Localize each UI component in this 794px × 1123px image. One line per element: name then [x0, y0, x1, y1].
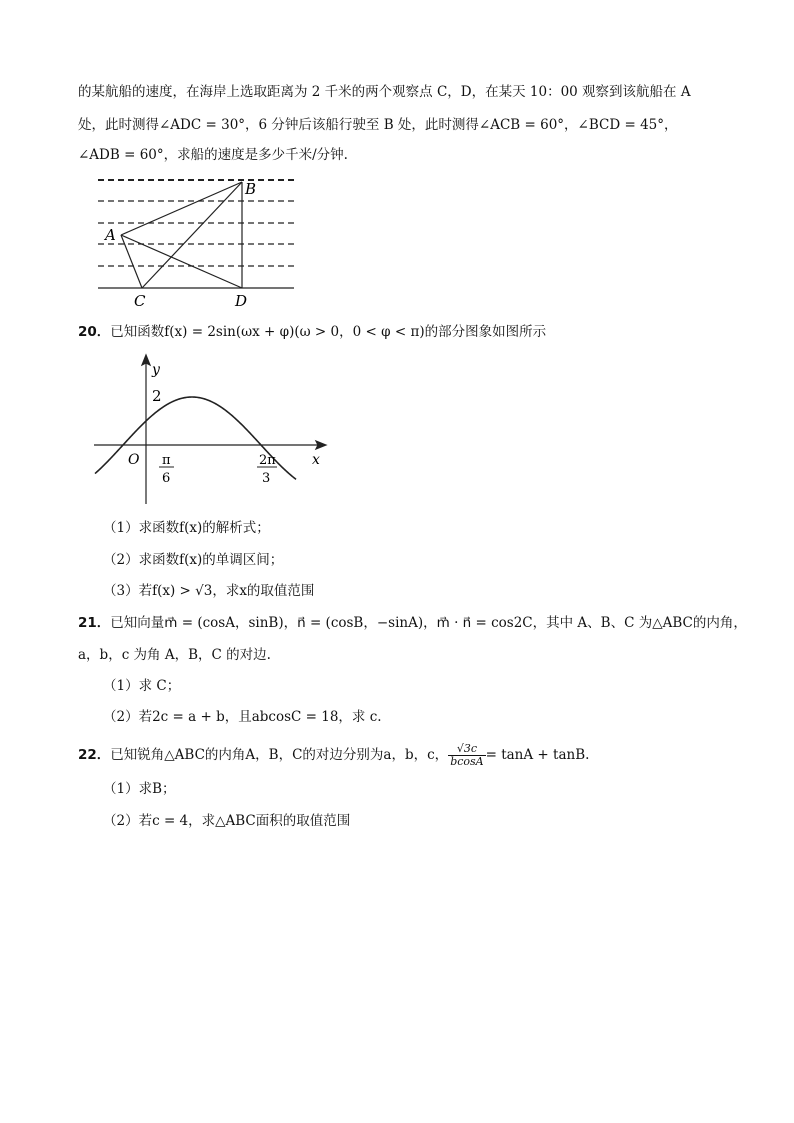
p19-figure-svg	[96, 170, 296, 310]
p22-stem	[78, 742, 589, 768]
label-D: D	[235, 292, 248, 310]
label-C: C	[134, 292, 146, 310]
p20-graph	[90, 352, 330, 512]
label-A: A	[105, 226, 116, 244]
origin-label: O	[128, 452, 140, 468]
x-label: x	[312, 452, 320, 468]
p22-fraction	[448, 743, 485, 768]
label-B: B	[245, 180, 257, 198]
p20-graph-svg	[90, 352, 330, 512]
p19-line3: ∠ADB = 60°，求船的速度是多少千米/分钟.	[78, 147, 348, 163]
p20-part2: （2）求函数f(x)的单调区间；	[103, 552, 284, 568]
tick2-denominator: 3	[262, 471, 271, 486]
p21-part2: （2）若2c = a + b，且abcosC = 18，求 c.	[103, 709, 382, 725]
p21-stem	[78, 613, 747, 633]
p20-part1: （1）求函数f(x)的解析式；	[103, 520, 270, 536]
p21-part1: （1）求 C；	[103, 678, 181, 694]
p22-fraction-denominator: bcosA	[450, 755, 484, 768]
p19-figure	[96, 170, 296, 310]
tick1-numerator: π	[162, 453, 171, 468]
p22-part2: （2）若c = 4，求△ABC面积的取值范围	[103, 813, 351, 829]
amplitude-label: 2	[152, 387, 162, 405]
p22-stem-pre: 已知锐角△ABC的内角A，B，C的对边分别为a，b，c，	[110, 747, 449, 763]
p21-stem-text: 已知向量m⃗ = (cosA，sinB)，n⃗ = (cosB，−sinA)，m⃗ · n⃗ = cos2C，其中 A、B、C 为△ABC的内角，	[110, 615, 747, 631]
p20-number: 20．	[78, 324, 111, 340]
tick1-denominator: 6	[162, 471, 171, 486]
p19-line1: 的某航船的速度，在海岸上选取距离为 2 千米的两个观察点 C，D，在某天 10：00 观察到该航船在 A	[78, 84, 691, 100]
p22-part1: （1）求B；	[103, 781, 176, 797]
p21-number: 21．	[78, 615, 111, 631]
p20-part3: （3）若f(x) > √3，求x的取值范围	[103, 583, 315, 599]
y-axis-arrow	[142, 355, 150, 365]
p22-stem-post: = tanA + tanB.	[485, 747, 590, 763]
p22-fraction-numerator: √3c	[448, 743, 485, 756]
p20-stem-text: 已知函数f(x) = 2sin(ωx + φ)(ω > 0，0 < φ < π)的部分图象如图所示	[110, 324, 547, 340]
tick2-numerator: 2π	[259, 453, 276, 468]
segment-AB	[121, 182, 242, 235]
p21-stem2: a，b，c 为角 A，B，C 的对边.	[78, 647, 271, 663]
x-axis-arrow	[316, 441, 326, 449]
p20-stem	[78, 322, 546, 342]
segment-CB	[142, 182, 242, 288]
y-label: y	[152, 362, 160, 378]
p22-number: 22．	[78, 747, 111, 763]
p19-line2: 处，此时测得∠ADC = 30°，6 分钟后该船行驶至 B 处，此时测得∠ACB = 60°，∠BCD = 45°，	[78, 117, 678, 133]
